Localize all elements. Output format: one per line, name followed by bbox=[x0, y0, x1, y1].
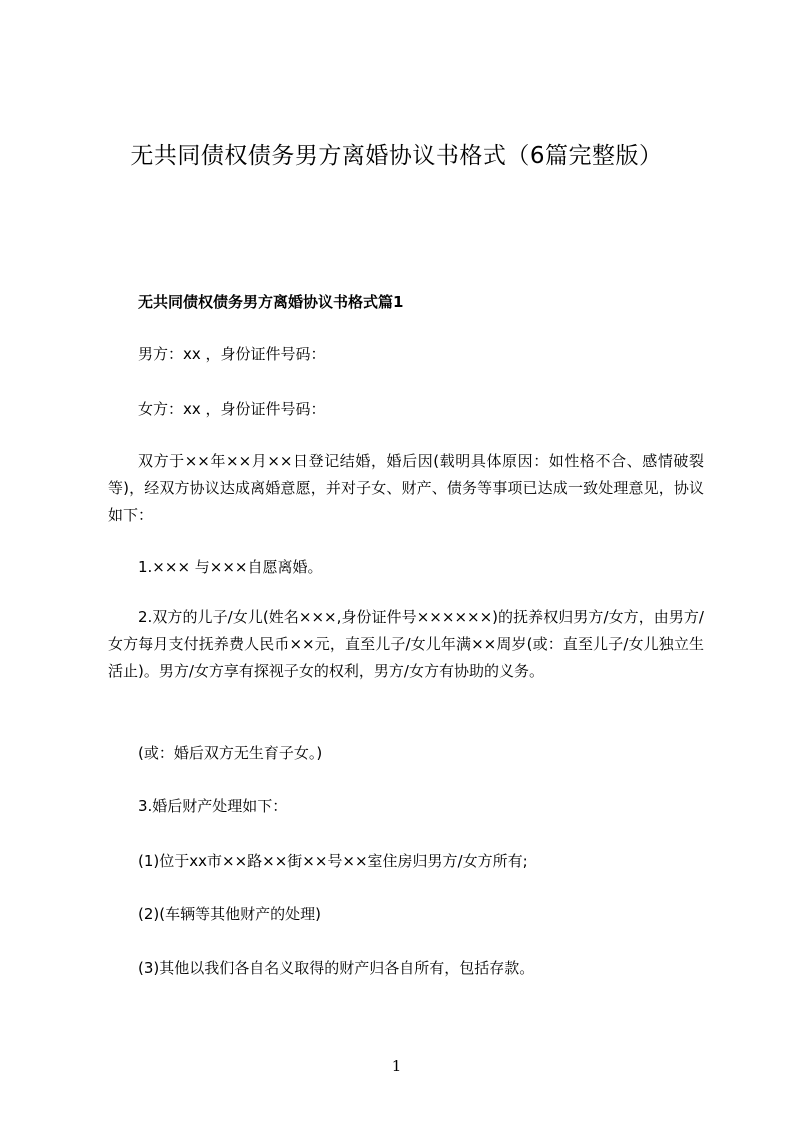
clause-3-item-2: (2)(车辆等其他财产的处理) bbox=[138, 905, 321, 923]
clause-2: 2.双方的儿子/女儿(姓名×××,身份证件号××××××)的抚养权归男方/女方，由男方/女方每月支付抚养费人民币××元，直至儿子/女儿年满××周岁(或：直至儿子/女儿独立生活止)。男方/女方享有探视子女的权利，男方/女方有协助的义务。 bbox=[108, 608, 704, 680]
document-title: 无共同债权债务男方离婚协议书格式（6篇完整版） bbox=[130, 143, 663, 169]
clause-3-item-1: (1)位于xx市××路××街××号××室住房归男方/女方所有; bbox=[138, 852, 528, 870]
clause-3-item-3: (3)其他以我们各自名义取得的财产归各自所有，包括存款。 bbox=[138, 959, 535, 977]
intro-paragraph: 双方于××年××月××日登记结婚，婚后因(载明具体原因：如性格不合、感情破裂等)，经双方协议达成离婚意愿，并对子女、财产、债务等事项已达成一致处理意见，协议如下： bbox=[108, 452, 704, 524]
section-heading: 无共同债权债务男方离婚协议书格式篇1 bbox=[138, 293, 404, 311]
male-party-line: 男方：xx ，身份证件号码： bbox=[138, 345, 326, 363]
clause-2-alternative: (或：婚后双方无生育子女。) bbox=[138, 744, 323, 762]
female-party-line: 女方：xx ，身份证件号码： bbox=[138, 400, 326, 418]
clause-1: 1.××× 与×××自愿离婚。 bbox=[138, 558, 323, 576]
page-number: 1 bbox=[391, 1057, 402, 1075]
clause-3: 3.婚后财产处理如下： bbox=[138, 797, 288, 815]
